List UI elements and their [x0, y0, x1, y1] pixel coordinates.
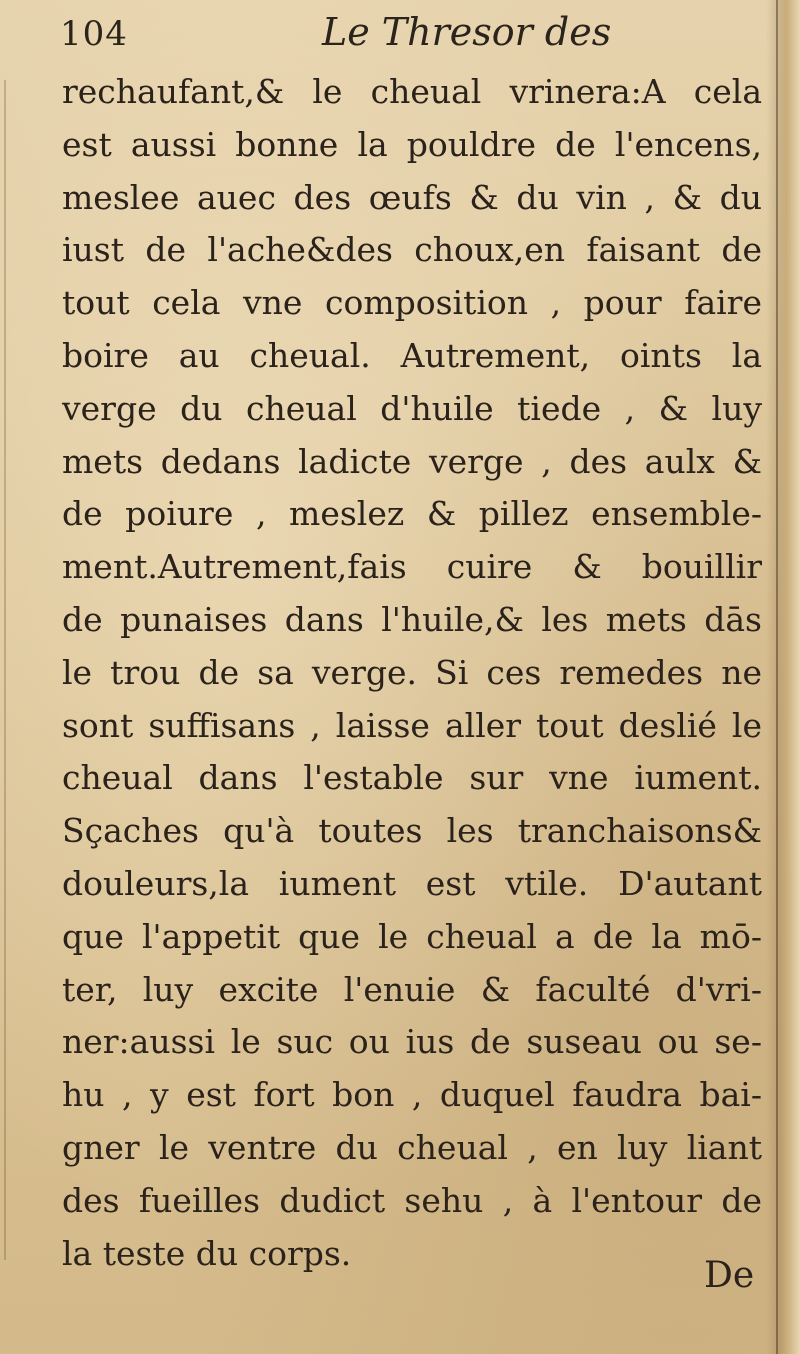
text-line: de poiure , meslez & pillez ensemble- — [62, 494, 762, 534]
page-edge-left — [4, 80, 6, 1260]
page-number: 104 — [60, 14, 128, 54]
text-line: hu , y est fort bon , duquel faudra bai- — [62, 1075, 762, 1115]
text-line: ment.Autrement,fais cuire & bouillir — [62, 547, 762, 587]
text-line: gner le ventre du cheual , en luy liant — [62, 1127, 762, 1167]
text-line: rechaufant,& le cheual vrinera:A cela — [62, 72, 762, 111]
text-line: des fueilles dudict sehu , à l'entour de — [62, 1180, 762, 1220]
text-line: verge du cheual d'huile tiede , & luy — [62, 388, 762, 428]
text-line: tout cela vne composition , pour faire — [62, 283, 762, 323]
text-line-last: la teste du corps. — [62, 1233, 352, 1273]
text-line: cheual dans l'estable sur vne iument. — [62, 758, 762, 798]
text-line: sont suffisans , laisse aller tout deslié le — [62, 705, 762, 745]
text-line: est aussi bonne la pouldre de l'encens, — [62, 124, 762, 164]
body-text — [62, 66, 762, 1280]
text-line: boire au cheual. Autrement, oints la — [62, 335, 762, 375]
text-line: mets dedans ladicte verge , des aulx & — [62, 441, 762, 481]
text-line: douleurs,la iument est vtile. D'autant — [62, 863, 762, 903]
text-line: de punaises dans l'huile,& les mets dās — [62, 599, 762, 639]
catchword: De — [704, 1255, 755, 1296]
text-line: que l'appetit que le cheual a de la mō- — [62, 916, 762, 956]
text-line: ner:aussi le suc ou ius de suseau ou se- — [62, 1022, 762, 1062]
text-line: le trou de sa verge. Si ces remedes ne — [62, 652, 762, 692]
running-header — [60, 8, 760, 60]
text-line: Sçaches qu'à toutes les tranchaisons& — [62, 811, 762, 851]
page-gutter-shadow — [766, 0, 800, 1354]
text-line: ter, luy excite l'enuie & faculté d'vri- — [62, 969, 762, 1009]
page-edge-right — [776, 0, 778, 1354]
text-line: meslee auec des œufs & du vin , & du — [62, 177, 762, 217]
running-title: Le Thresor des — [322, 10, 612, 54]
text-line: iust de l'ache&des choux,en faisant de — [62, 230, 762, 270]
